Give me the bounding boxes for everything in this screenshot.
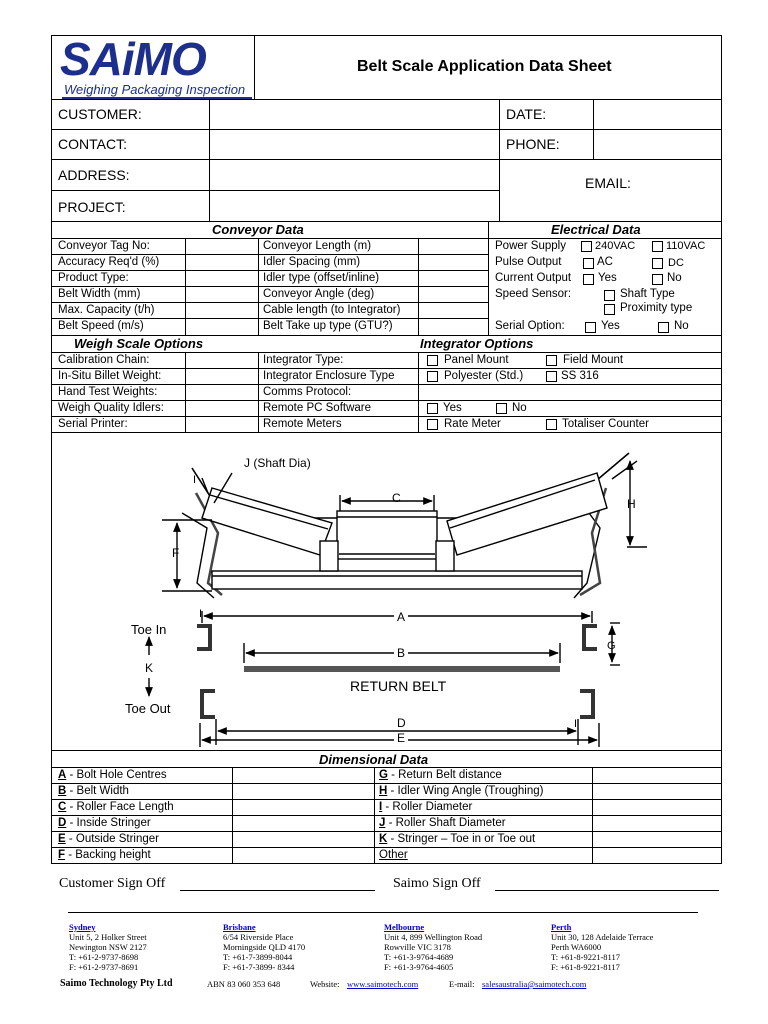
belt-speed-field[interactable] <box>186 319 257 334</box>
label-f: F <box>172 546 180 560</box>
checkbox-totaliser[interactable] <box>546 419 557 430</box>
belt-speed-label: Belt Speed (m/s) <box>58 320 144 332</box>
dim-row-h: H - Idler Wing Angle (Troughing) <box>379 785 544 797</box>
checkbox-dc[interactable] <box>652 258 663 269</box>
conveyor-angle-label: Conveyor Angle (deg) <box>263 288 375 300</box>
conveyor-tag-field[interactable] <box>186 239 257 253</box>
checkbox-110vac[interactable] <box>652 241 663 252</box>
checkbox-current-yes[interactable] <box>583 274 594 285</box>
speed-sensor-label: Speed Sensor: <box>495 288 572 300</box>
office-brisbane-link[interactable]: Brisbane <box>223 922 256 932</box>
label-totaliser: Totaliser Counter <box>562 418 649 430</box>
customer-signature-line[interactable] <box>180 890 375 891</box>
address-label: ADDRESS: <box>58 167 130 183</box>
office-perth: Perth Unit 30, 128 Adelaide Terrace Perth WA6000 T: +61-8-9221-8117 F: +61-8-9221-8117 <box>551 922 654 972</box>
dim-row-a: A - Bolt Hole Centres <box>58 769 167 781</box>
logo-underline <box>62 97 252 99</box>
checkbox-ac[interactable] <box>583 258 594 269</box>
hand-test-label: Hand Test Weights: <box>58 386 158 398</box>
checkbox-rate-meter[interactable] <box>427 419 438 430</box>
integrator-heading: Integrator Options <box>420 336 534 351</box>
dim-row-f: F - Backing height <box>58 849 151 861</box>
electrical-data-heading: Electrical Data <box>551 222 641 237</box>
date-field[interactable] <box>594 100 721 128</box>
label-i-right: I <box>574 718 578 730</box>
checkbox-shaft-type[interactable] <box>604 290 615 301</box>
dim-row-d: D - Inside Stringer <box>58 817 151 829</box>
dim-row-e: E - Outside Stringer <box>58 833 159 845</box>
customer-field[interactable] <box>210 100 498 128</box>
accuracy-label: Accuracy Req'd (%) <box>58 256 160 268</box>
label-k: K <box>145 661 154 675</box>
weigh-scale-heading: Weigh Scale Options <box>74 336 204 351</box>
company-name: Saimo Technology Pty Ltd <box>60 978 173 989</box>
saimo-signature-line[interactable] <box>495 890 719 891</box>
email-label: EMAIL: <box>585 175 631 191</box>
label-e: E <box>394 732 408 744</box>
cable-length-field[interactable] <box>419 303 487 317</box>
serial-printer-field[interactable] <box>186 417 257 431</box>
email-link[interactable]: salesaustralia@saimotech.com <box>482 979 587 989</box>
dim-j-field[interactable] <box>593 816 721 830</box>
checkbox-serial-yes[interactable] <box>585 322 596 333</box>
dim-b-field[interactable] <box>233 784 373 798</box>
power-supply-label: Power Supply <box>495 240 566 252</box>
label-field-mount: Field Mount <box>563 354 624 366</box>
website-link[interactable]: www.saimotech.com <box>347 979 419 989</box>
calibration-chain-field[interactable] <box>186 353 257 367</box>
checkbox-field-mount[interactable] <box>546 355 557 366</box>
office-melbourne-link[interactable]: Melbourne <box>384 922 425 932</box>
footer-divider <box>68 912 698 913</box>
dim-row-j: J - Roller Shaft Diameter <box>379 817 506 829</box>
comms-protocol-label: Comms Protocol: <box>263 386 352 398</box>
dim-c-field[interactable] <box>233 800 373 814</box>
checkbox-panel-mount[interactable] <box>427 355 438 366</box>
label-240vac: 240VAC <box>595 240 636 252</box>
project-label: PROJECT: <box>58 199 126 215</box>
dim-row-other: Other <box>379 849 408 861</box>
saimo-signoff-label: Saimo Sign Off <box>393 876 481 891</box>
dim-other-field[interactable] <box>593 848 721 863</box>
billet-weight-label: In-Situ Billet Weight: <box>58 370 162 382</box>
date-label: DATE: <box>506 106 547 122</box>
take-up-label: Belt Take up type (GTU?) <box>263 320 393 332</box>
project-field[interactable] <box>210 191 498 220</box>
label-ac: AC <box>597 256 613 268</box>
label-h: H <box>627 497 636 511</box>
label-proximity-type: Proximity type <box>620 302 693 314</box>
serial-printer-label: Serial Printer: <box>58 418 128 430</box>
label-a: A <box>394 611 408 623</box>
take-up-field[interactable] <box>419 319 487 334</box>
dim-e-field[interactable] <box>233 832 373 846</box>
hand-test-field[interactable] <box>186 385 257 399</box>
weigh-idlers-field[interactable] <box>186 401 257 415</box>
email-label-footer: E-mail: <box>449 979 475 989</box>
integrator-type-label: Integrator Type: <box>263 354 344 366</box>
page-title: Belt Scale Application Data Sheet <box>357 58 612 75</box>
dim-row-b: B - Belt Width <box>58 785 129 797</box>
dim-a-field[interactable] <box>233 768 373 782</box>
dim-f-field[interactable] <box>233 848 373 863</box>
checkbox-serial-no[interactable] <box>658 322 669 333</box>
label-shaft-type: Shaft Type <box>620 288 675 300</box>
checkbox-ss316[interactable] <box>546 371 557 382</box>
label-i-left: I <box>199 608 203 620</box>
conveyor-length-field[interactable] <box>419 239 487 253</box>
label-dc: DC <box>668 257 684 269</box>
label-current-no: No <box>667 272 682 284</box>
label-110vac: 110VAC <box>666 240 706 252</box>
dim-row-c: C - Roller Face Length <box>58 801 174 813</box>
office-perth-link[interactable]: Perth <box>551 922 572 932</box>
belt-width-field[interactable] <box>186 287 257 301</box>
idler-type-label: Idler type (offset/inline) <box>263 272 380 284</box>
dim-h-field[interactable] <box>593 784 721 798</box>
label-b: B <box>394 647 408 659</box>
checkbox-240vac[interactable] <box>581 241 592 252</box>
label-j-shaft-dia: J (Shaft Dia) <box>244 456 311 470</box>
label-current-yes: Yes <box>598 272 617 284</box>
serial-option-label: Serial Option: <box>495 320 565 332</box>
label-panel-mount: Panel Mount <box>444 354 509 366</box>
product-type-field[interactable] <box>186 271 257 285</box>
address-field[interactable] <box>210 160 498 189</box>
label-rate-meter: Rate Meter <box>444 418 501 430</box>
checkbox-current-no[interactable] <box>652 274 663 285</box>
label-c: C <box>392 491 401 505</box>
pulse-output-label: Pulse Output <box>495 256 562 268</box>
max-capacity-label: Max. Capacity (t/h) <box>58 304 155 316</box>
phone-field[interactable] <box>594 130 721 158</box>
dim-row-k: K - Stringer – Toe in or Toe out <box>379 833 536 845</box>
remote-pc-label: Remote PC Software <box>263 402 372 414</box>
idler-type-field[interactable] <box>419 271 487 285</box>
dim-row-g: G - Return Belt distance <box>379 769 502 781</box>
company-abn: ABN 83 060 353 648 <box>207 979 281 989</box>
website-label: Website: <box>310 979 340 989</box>
contact-label: CONTACT: <box>58 136 127 152</box>
checkbox-polyester[interactable] <box>427 371 438 382</box>
checkbox-remote-pc-yes[interactable] <box>427 403 438 414</box>
office-brisbane: Brisbane 6/54 Riverside Place Morningside QLD 4170 T: +61-7-3899-8044 F: +61-7-3899- 8344 <box>223 922 306 972</box>
accuracy-field[interactable] <box>186 255 257 269</box>
conveyor-data-heading: Conveyor Data <box>212 222 304 237</box>
remote-meters-label: Remote Meters <box>263 418 342 430</box>
belt-width-label: Belt Width (mm) <box>58 288 141 300</box>
checkbox-remote-pc-no[interactable] <box>496 403 507 414</box>
office-melbourne: Melbourne Unit 4, 899 Wellington Road Rowville VIC 3178 T: +61-3-9764-4689 F: +61-3-9764-4605 <box>384 922 483 972</box>
logo-tagline: Weighing Packaging Inspection <box>64 82 246 97</box>
label-ss316: SS 316 <box>561 370 599 382</box>
label-toe-out: Toe Out <box>125 701 171 716</box>
label-remote-pc-yes: Yes <box>443 402 462 414</box>
dim-g-field[interactable] <box>593 768 721 782</box>
label-i-top: I <box>193 474 197 486</box>
calibration-chain-label: Calibration Chain: <box>58 354 150 366</box>
contact-field[interactable] <box>210 130 498 158</box>
dim-d-field[interactable] <box>233 816 373 830</box>
current-output-label: Current Output <box>495 272 572 284</box>
dim-k-field[interactable] <box>593 832 721 846</box>
conveyor-tag-label: Conveyor Tag No: <box>58 240 150 252</box>
label-remote-pc-no: No <box>512 402 527 414</box>
idler-spacing-label: Idler Spacing (mm) <box>263 256 361 268</box>
cable-length-label: Cable length (to Integrator) <box>263 304 401 316</box>
customer-label: CUSTOMER: <box>58 106 142 122</box>
idler-spacing-field[interactable] <box>419 255 487 269</box>
dim-i-field[interactable] <box>593 800 721 814</box>
comms-protocol-field[interactable] <box>419 385 721 399</box>
conveyor-angle-field[interactable] <box>419 287 487 301</box>
dim-row-i: I - Roller Diameter <box>379 801 473 813</box>
weigh-idlers-label: Weigh Quality Idlers: <box>58 402 164 414</box>
office-sydney-link[interactable]: Sydney <box>69 922 96 932</box>
label-polyester: Polyester (Std.) <box>444 370 524 382</box>
company-logo: SAiMO <box>60 33 206 85</box>
dimensional-data-heading: Dimensional Data <box>319 752 429 767</box>
max-capacity-field[interactable] <box>186 303 257 317</box>
label-return-belt: RETURN BELT <box>350 678 447 694</box>
product-type-label: Product Type: <box>58 272 129 284</box>
label-serial-no: No <box>674 320 689 332</box>
conveyor-length-label: Conveyor Length (m) <box>263 240 372 252</box>
label-toe-in: Toe In <box>131 622 167 637</box>
label-g: G <box>607 640 616 652</box>
label-d: D <box>394 717 409 729</box>
billet-weight-field[interactable] <box>186 369 257 383</box>
customer-signoff-label: Customer Sign Off <box>59 876 166 891</box>
office-sydney: Sydney Unit 5, 2 Holker Street Newington NSW 2127 T: +61-2-9737-8698 F: +61-2-9737-8691 <box>69 922 147 972</box>
checkbox-proximity-type[interactable] <box>604 304 615 315</box>
label-serial-yes: Yes <box>601 320 620 332</box>
enclosure-type-label: Integrator Enclosure Type <box>263 370 395 382</box>
phone-label: PHONE: <box>506 136 560 152</box>
